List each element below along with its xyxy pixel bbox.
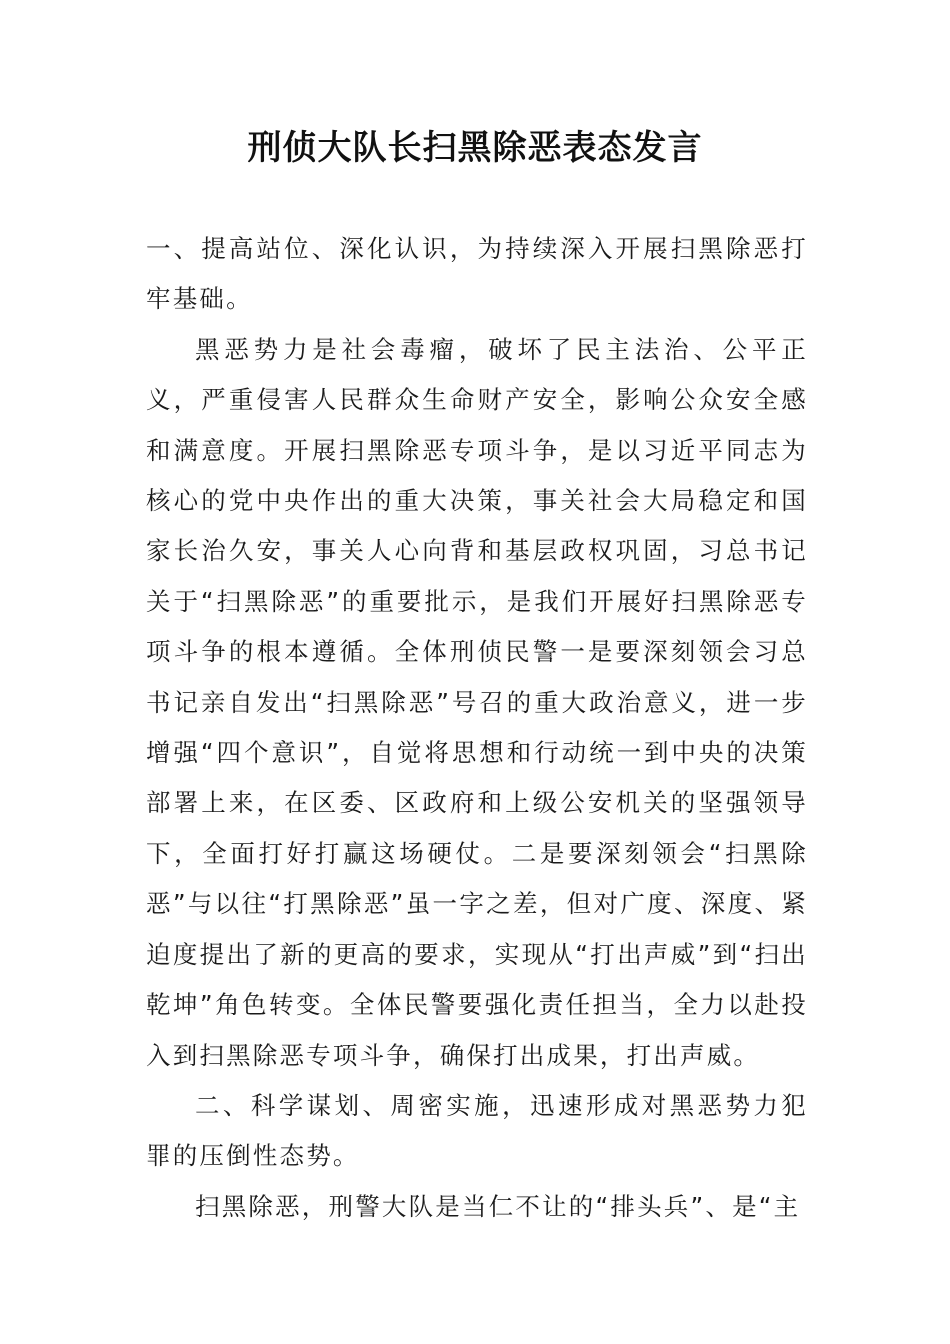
body-paragraph-2: 扫黑除恶，刑警大队是当仁不让的“排头兵”、是“主: [195, 1191, 801, 1221]
body-paragraph-1: 黑恶势力是社会毒瘤，破坏了民主法治、公平正义，严重侵害人民群众生命财产安全，影响公众安全感和满意度。开展扫黑除恶专项斗争，是以习近平同志为核心的党中央作出的重大决策，事关社会大局稳定和国家长治久安，事关人心向背和基层政权巩固，习总书记关于“扫黑除恶”的重要批示，是我们开展好扫黑除恶专项斗争的根本遵循。全体刑侦民警一是要深刻领会习总书记亲自发出“扫黑除恶”号召的重大政治意义，进一步增强“四个意识”，自觉将思想和行动统一到中央的决策部署上来，在区委、区政府和上级公安机关的坚强领导下，全面打好打赢这场硬仗。二是要深刻领会“扫黑除恶”与以往“打黑除恶”虽一字之差，但对广度、深度、紧迫度提出了新的更高的要求，实现从“打出声威”到“扫出乾坤”角色转变。全体民警要强化责任担当，全力以赴投入到扫黑除恶专项斗争，确保打出成果，打出声威。: [146, 334, 808, 1070]
document-body: [146, 224, 808, 1232]
section-heading-1: 一、提高站位、深化认识，为持续深入开展扫黑除恶打牢基础。: [146, 234, 808, 314]
document-title: 刑侦大队长扫黑除恶表态发言: [247, 128, 703, 168]
section-heading-2: 二、科学谋划、周密实施，迅速形成对黑恶势力犯罪的压倒性态势。: [146, 1090, 808, 1171]
